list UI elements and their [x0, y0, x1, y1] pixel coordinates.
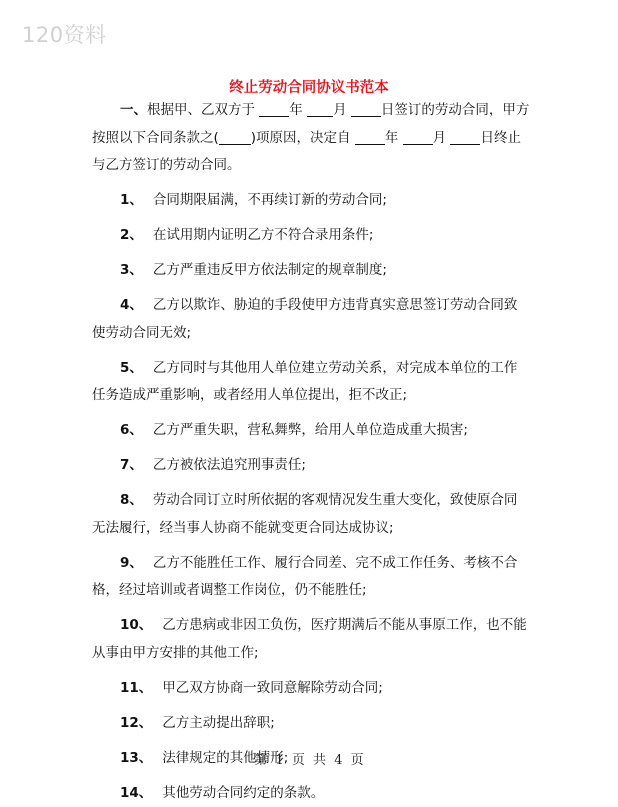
clause-number: 6、: [120, 422, 143, 438]
intro-text-2: 日签订的劳动合同，: [381, 102, 503, 118]
clause-item: [92, 292, 530, 347]
clause-item: [92, 710, 530, 738]
intro-text-5: 日终止与乙方签订的劳动合同。: [92, 130, 521, 174]
blank-month-1: [307, 102, 333, 117]
clause-item: [92, 417, 530, 445]
document-body: [92, 97, 530, 807]
clause-text: 乙方以欺诈、胁迫的手段使甲方违背真实意思签订劳动合同致使劳动合同无效;: [92, 297, 517, 341]
clause-item: [92, 612, 530, 667]
blank-month-2: [403, 130, 433, 145]
clause-text: 乙方被依法追究刑事责任;: [153, 457, 306, 473]
clause-text: 在试用期内证明乙方不符合录用条件;: [153, 227, 374, 243]
intro-text-4: )项原因，决定自: [251, 130, 351, 146]
clause-number: 10、: [120, 617, 152, 633]
intro-text-3: 甲方按照以下合同条款之(: [92, 102, 529, 146]
clause-text: 乙方不能胜任工作、履行合同差、完不成工作任务、考核不合格，经过培训或者调整工作岗位，仍不能胜任;: [92, 555, 517, 599]
intro-text-1: 根据甲、乙双方于: [147, 102, 255, 118]
clause-text: 乙方患病或非因工负伤，医疗期满后不能从事原工作，也不能从事由甲方安排的其他工作;: [92, 617, 527, 661]
clause-text: 法律规定的其他情形;: [162, 750, 288, 766]
intro-month-1: 月: [333, 102, 347, 118]
clause-number: 8、: [120, 492, 143, 508]
clause-item: [92, 675, 530, 703]
page-title: 终止劳动合同协议书范本: [0, 76, 618, 97]
clause-text: 甲乙双方协商一致同意解除劳动合同;: [162, 680, 383, 696]
clause-number: 11、: [120, 680, 152, 696]
clause-number: 1、: [120, 192, 143, 208]
watermark: 120资料: [22, 19, 107, 49]
blank-year-2: [355, 130, 385, 145]
blank-day-1: [351, 102, 381, 117]
clause-item: [92, 222, 530, 250]
page-footer: 第 1 页 共 4 页: [0, 749, 618, 768]
clause-text: 乙方主动提出辞职;: [162, 715, 275, 731]
clause-number: 9、: [120, 555, 143, 571]
clause-number: 4、: [120, 297, 143, 313]
blank-clause-number: [219, 130, 251, 145]
intro-month-2: 月: [433, 130, 447, 146]
intro-year-1: 年: [289, 102, 303, 118]
clause-number: 7、: [120, 457, 143, 473]
clause-text: 合同期限届满，不再续订新的劳动合同;: [153, 192, 387, 208]
intro-paragraph: [92, 97, 530, 180]
clause-item: [92, 550, 530, 605]
clause-text: 乙方严重违反甲方依法制定的规章制度;: [153, 262, 387, 278]
clause-text: 其他劳动合同约定的条款。: [162, 785, 324, 801]
clause-text: 乙方同时与其他用人单位建立劳动关系，对完成本单位的工作任务造成严重影响，或者经用人单位提出，拒不改正;: [92, 360, 517, 404]
clause-item: [92, 257, 530, 285]
intro-prefix: 一、: [120, 102, 147, 118]
clause-text: 劳动合同订立时所依据的客观情况发生重大变化，致使原合同无法履行，经当事人协商不能就变更合同达成协议;: [92, 492, 517, 536]
clause-number: 14、: [120, 785, 152, 801]
clause-item: [92, 187, 530, 215]
clause-number: 12、: [120, 715, 152, 731]
clause-item: [92, 780, 530, 807]
clause-item: [92, 487, 530, 542]
clause-item: [92, 452, 530, 480]
clause-text: 乙方严重失职，营私舞弊，给用人单位造成重大损害;: [153, 422, 468, 438]
clause-number: 2、: [120, 227, 143, 243]
clause-number: 5、: [120, 360, 143, 376]
clause-number: 3、: [120, 262, 143, 278]
blank-day-2: [450, 130, 480, 145]
intro-year-2: 年: [385, 130, 399, 146]
clause-list: [92, 187, 530, 807]
clause-number: 13、: [120, 750, 152, 766]
blank-year-1: [259, 102, 289, 117]
clause-item: [92, 355, 530, 410]
